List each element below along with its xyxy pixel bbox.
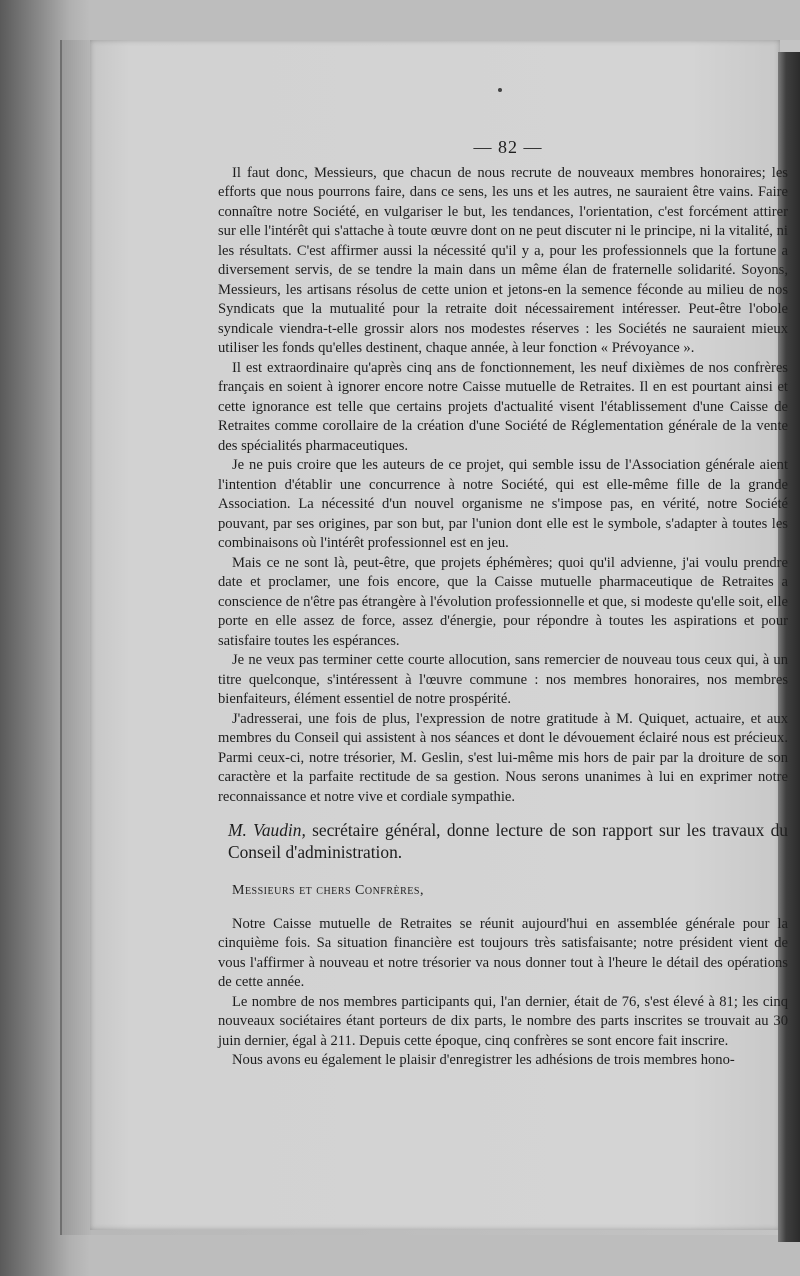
page-content	[218, 130, 788, 1071]
salutation: Messieurs et chers Confrères,	[232, 883, 424, 898]
paragraph: J'adresserai, une fois de plus, l'expression de notre gratitude à M. Quiquet, actuaire, et aux membres du Conseil qui assistent à nos séances et dont le dévouement éclairé nous est précieux. Parmi ceux-ci, notre trésorier, M. Geslin, s'est lui-même mis hors de pair par la droiture de son caractère et la parfaite rectitude de sa gestion. Nous serons unanimes à lui en exprimer notre reconnaissance et notre vive et cordiale sympathie.	[218, 710, 788, 805]
paragraph: Je ne veux pas terminer cette courte allocution, sans remercier de nouveau tous ceux qui, à un titre quelconque, s'intéressent à l'œuvre commune : nos membres honoraires, nos membres bienfaiteurs, élément essentiel de notre prospérité.	[218, 652, 788, 707]
paragraph: Il est extraordinaire qu'après cinq ans de fonctionnement, les neuf dixièmes de nos confrères français en soient à ignorer encore notre Caisse mutuelle de Retraites. Il en est pourtant ainsi et cette ignorance est telle que certains projets d'actualité visent l'établissement d'une Caisse de Retraites comme corollaire de la création d'une Société de Réglementation générale de la vente des spécialités pharmaceutiques.	[218, 359, 788, 454]
paragraph: Nous avons eu également le plaisir d'enregistrer les adhésions de trois membres hono-	[232, 1052, 735, 1068]
paragraph: Le nombre de nos membres participants qui, l'an dernier, était de 76, s'est élevé à 81; les cinq nouveaux sociétaires étant porteurs de dix parts, le nombre des parts inscrites se trouvait au 30 juin dernier, égal à 211. Depuis cette époque, cinq confrères se sont encore fait inscrire.	[218, 993, 788, 1049]
page-number: — 82 —	[473, 137, 543, 157]
speaker-line	[228, 819, 788, 863]
speaker-name: M. Vaudin,	[228, 820, 306, 840]
paragraph: Je ne puis croire que les auteurs de ce projet, qui semble issu de l'Association générale aient l'intention d'établir une concurrence à notre Société, qui est elle-même fille de la grande Association. La nécessité d'un nouvel organisme ne s'impose pas, en vérité, notre Société pouvant, par ses origines, par son but, par l'union dont elle est le symbole, s'adapter à toutes les combinaisons où l'intérêt professionnel est en jeu.	[218, 457, 788, 551]
speaker-text: secrétaire général, donne lecture de son rapport sur les travaux du Conseil d'administration.	[228, 820, 788, 862]
paragraph: Mais ce ne sont là, peut-être, que projets éphémères; quoi qu'il advienne, j'ai voulu prendre date et proclamer, une fois encore, que la Caisse mutuelle pharmaceutique de Retraites a conscience de n'être pas étrangère à l'évolution professionnelle et que, si modeste qu'elle soit, elle porte en elle assez de force, assez d'énergie, pour répondre à toutes les aspirations et pour satisfaire toutes les espérances.	[218, 554, 788, 649]
ink-speck	[498, 88, 502, 92]
paragraph: Il faut donc, Messieurs, que chacun de nous recrute de nouveaux membres honoraires; les efforts que nous pourrons faire, dans ce sens, les uns et les autres, ne sauraient être vains. Faire connaître notre Société, en vulgariser le but, les tendances, l'orientation, c'est forcément attirer sur elle l'intérêt qui s'attache à toute œuvre dont on ne peut discuter ni le principe, ni la vitalité, ni les résultats. C'est affirmer aussi la nécessité qu'il y a, pour les professionnels que la fortune a diversement servis, de se tendre la main dans un même élan de fraternelle solidarité. Soyons, Messieurs, les artisans résolus de cette union et jetons-en la semence féconde au milieu de nos Syndicats que la mutualité pour la retraite doit nécessairement intéresser. Peut-être l'obole syndicale viendra-t-elle grossir alors nos modestes réserves : les Sociétés ne sauraient mieux utiliser les fonds qu'elles destinent, chaque année, à leur fonction « Prévoyance ».	[218, 164, 788, 356]
paragraph: Notre Caisse mutuelle de Retraites se réunit aujourd'hui en assemblée générale pour la cinquième fois. Sa situation financière est toujours très satisfaisante; notre président vient de vous l'affirmer à nouveau et notre trésorier va nous donner tout à l'heure le détail des opérations de cette année.	[218, 915, 788, 990]
